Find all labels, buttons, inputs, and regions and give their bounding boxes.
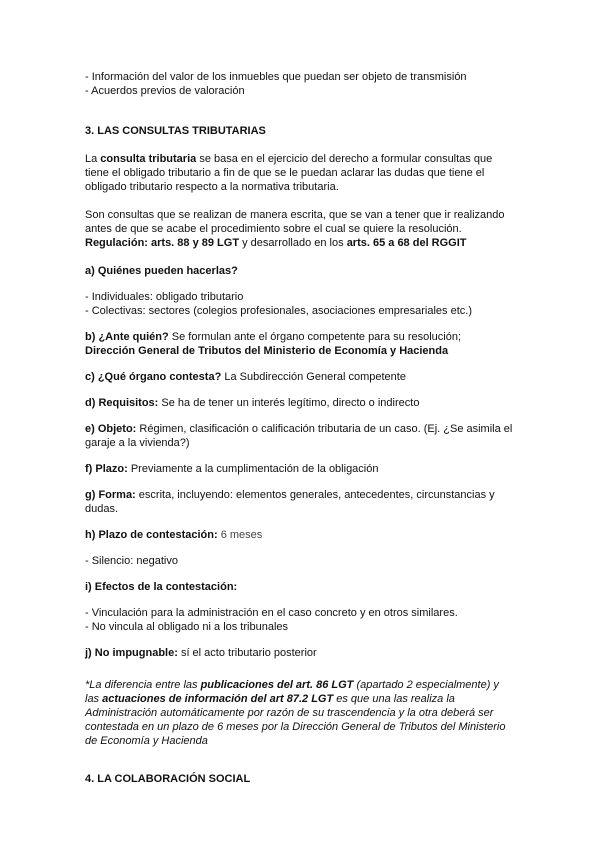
document-page bbox=[85, 70, 515, 786]
g-line: g) Forma: escrita, incluyendo: elementos generales, antecedentes, circunstancias y dudas. bbox=[85, 489, 495, 515]
top-item-1: - Información del valor de los inmuebles que puedan ser objeto de transmisión bbox=[85, 71, 467, 83]
top-item-2: - Acuerdos previos de valoración bbox=[85, 85, 245, 97]
section-4-title: 4. LA COLABORACIÓN SOCIAL bbox=[85, 773, 251, 785]
note-paragraph: *La diferencia entre las publicaciones del art. 86 LGT (apartado 2 especialmente) y las actuaciones de información del art 87.2 LGT es que una las realiza la Administración automáticamente por razón de su trascendencia y la otra deberá ser contestada en un plazo de 6 meses por la Dirección General de Tributos del Ministerio de Economía y Hacienda bbox=[85, 679, 506, 747]
f-line: f) Plazo: Previamente a la cumplimentación de la obligación bbox=[85, 463, 379, 475]
i-item-2: - No vincula al obligado ni a los tribunales bbox=[85, 621, 289, 633]
h-silencio: - Silencio: negativo bbox=[85, 555, 178, 567]
c-line: c) ¿Qué órgano contesta? La Subdirección General competente bbox=[85, 371, 406, 383]
a-title: a) Quiénes pueden hacerlas? bbox=[85, 265, 238, 277]
a-item-2: - Colectivas: sectores (colegios profesionales, asociaciones empresariales etc.) bbox=[85, 305, 473, 317]
regulacion-line: Regulación: arts. 88 y 89 LGT y desarrollado en los arts. 65 a 68 del RGGIT bbox=[85, 237, 467, 249]
consultas-paragraph: Son consultas que se realizan de manera escrita, que se van a tener que ir realizando antes de que se acabe el procedimiento sobre el cual se quiere la resolución. bbox=[85, 209, 505, 235]
i-item-1: - Vinculación para la administración en el caso concreto y en otros similares. bbox=[85, 607, 458, 619]
b-bold-line: Dirección General de Tributos del Ministerio de Economía y Hacienda bbox=[85, 345, 449, 357]
d-line: d) Requisitos: Se ha de tener un interés legítimo, directo o indirecto bbox=[85, 397, 420, 409]
section-3-title: 3. LAS CONSULTAS TRIBUTARIAS bbox=[85, 125, 266, 137]
intro-paragraph: La consulta tributaria se basa en el ejercicio del derecho a formular consultas que tiene el obligado tributario a fin de que se le puedan aclarar las dudas que tiene el obligado tributario respecto a la normativa tributaria. bbox=[85, 153, 493, 193]
e-line: e) Objeto: Régimen, clasificación o calificación tributaria de un caso. (Ej. ¿Se asimila el garaje a la vivienda?) bbox=[85, 423, 513, 449]
j-line: j) No impugnable: sí el acto tributario posterior bbox=[85, 647, 317, 659]
b-line: b) ¿Ante quién? Se formulan ante el órgano competente para su resolución; bbox=[85, 331, 462, 343]
i-title: i) Efectos de la contestación: bbox=[85, 581, 238, 593]
a-item-1: - Individuales: obligado tributario bbox=[85, 291, 244, 303]
h-line: h) Plazo de contestación: 6 meses bbox=[85, 529, 263, 541]
